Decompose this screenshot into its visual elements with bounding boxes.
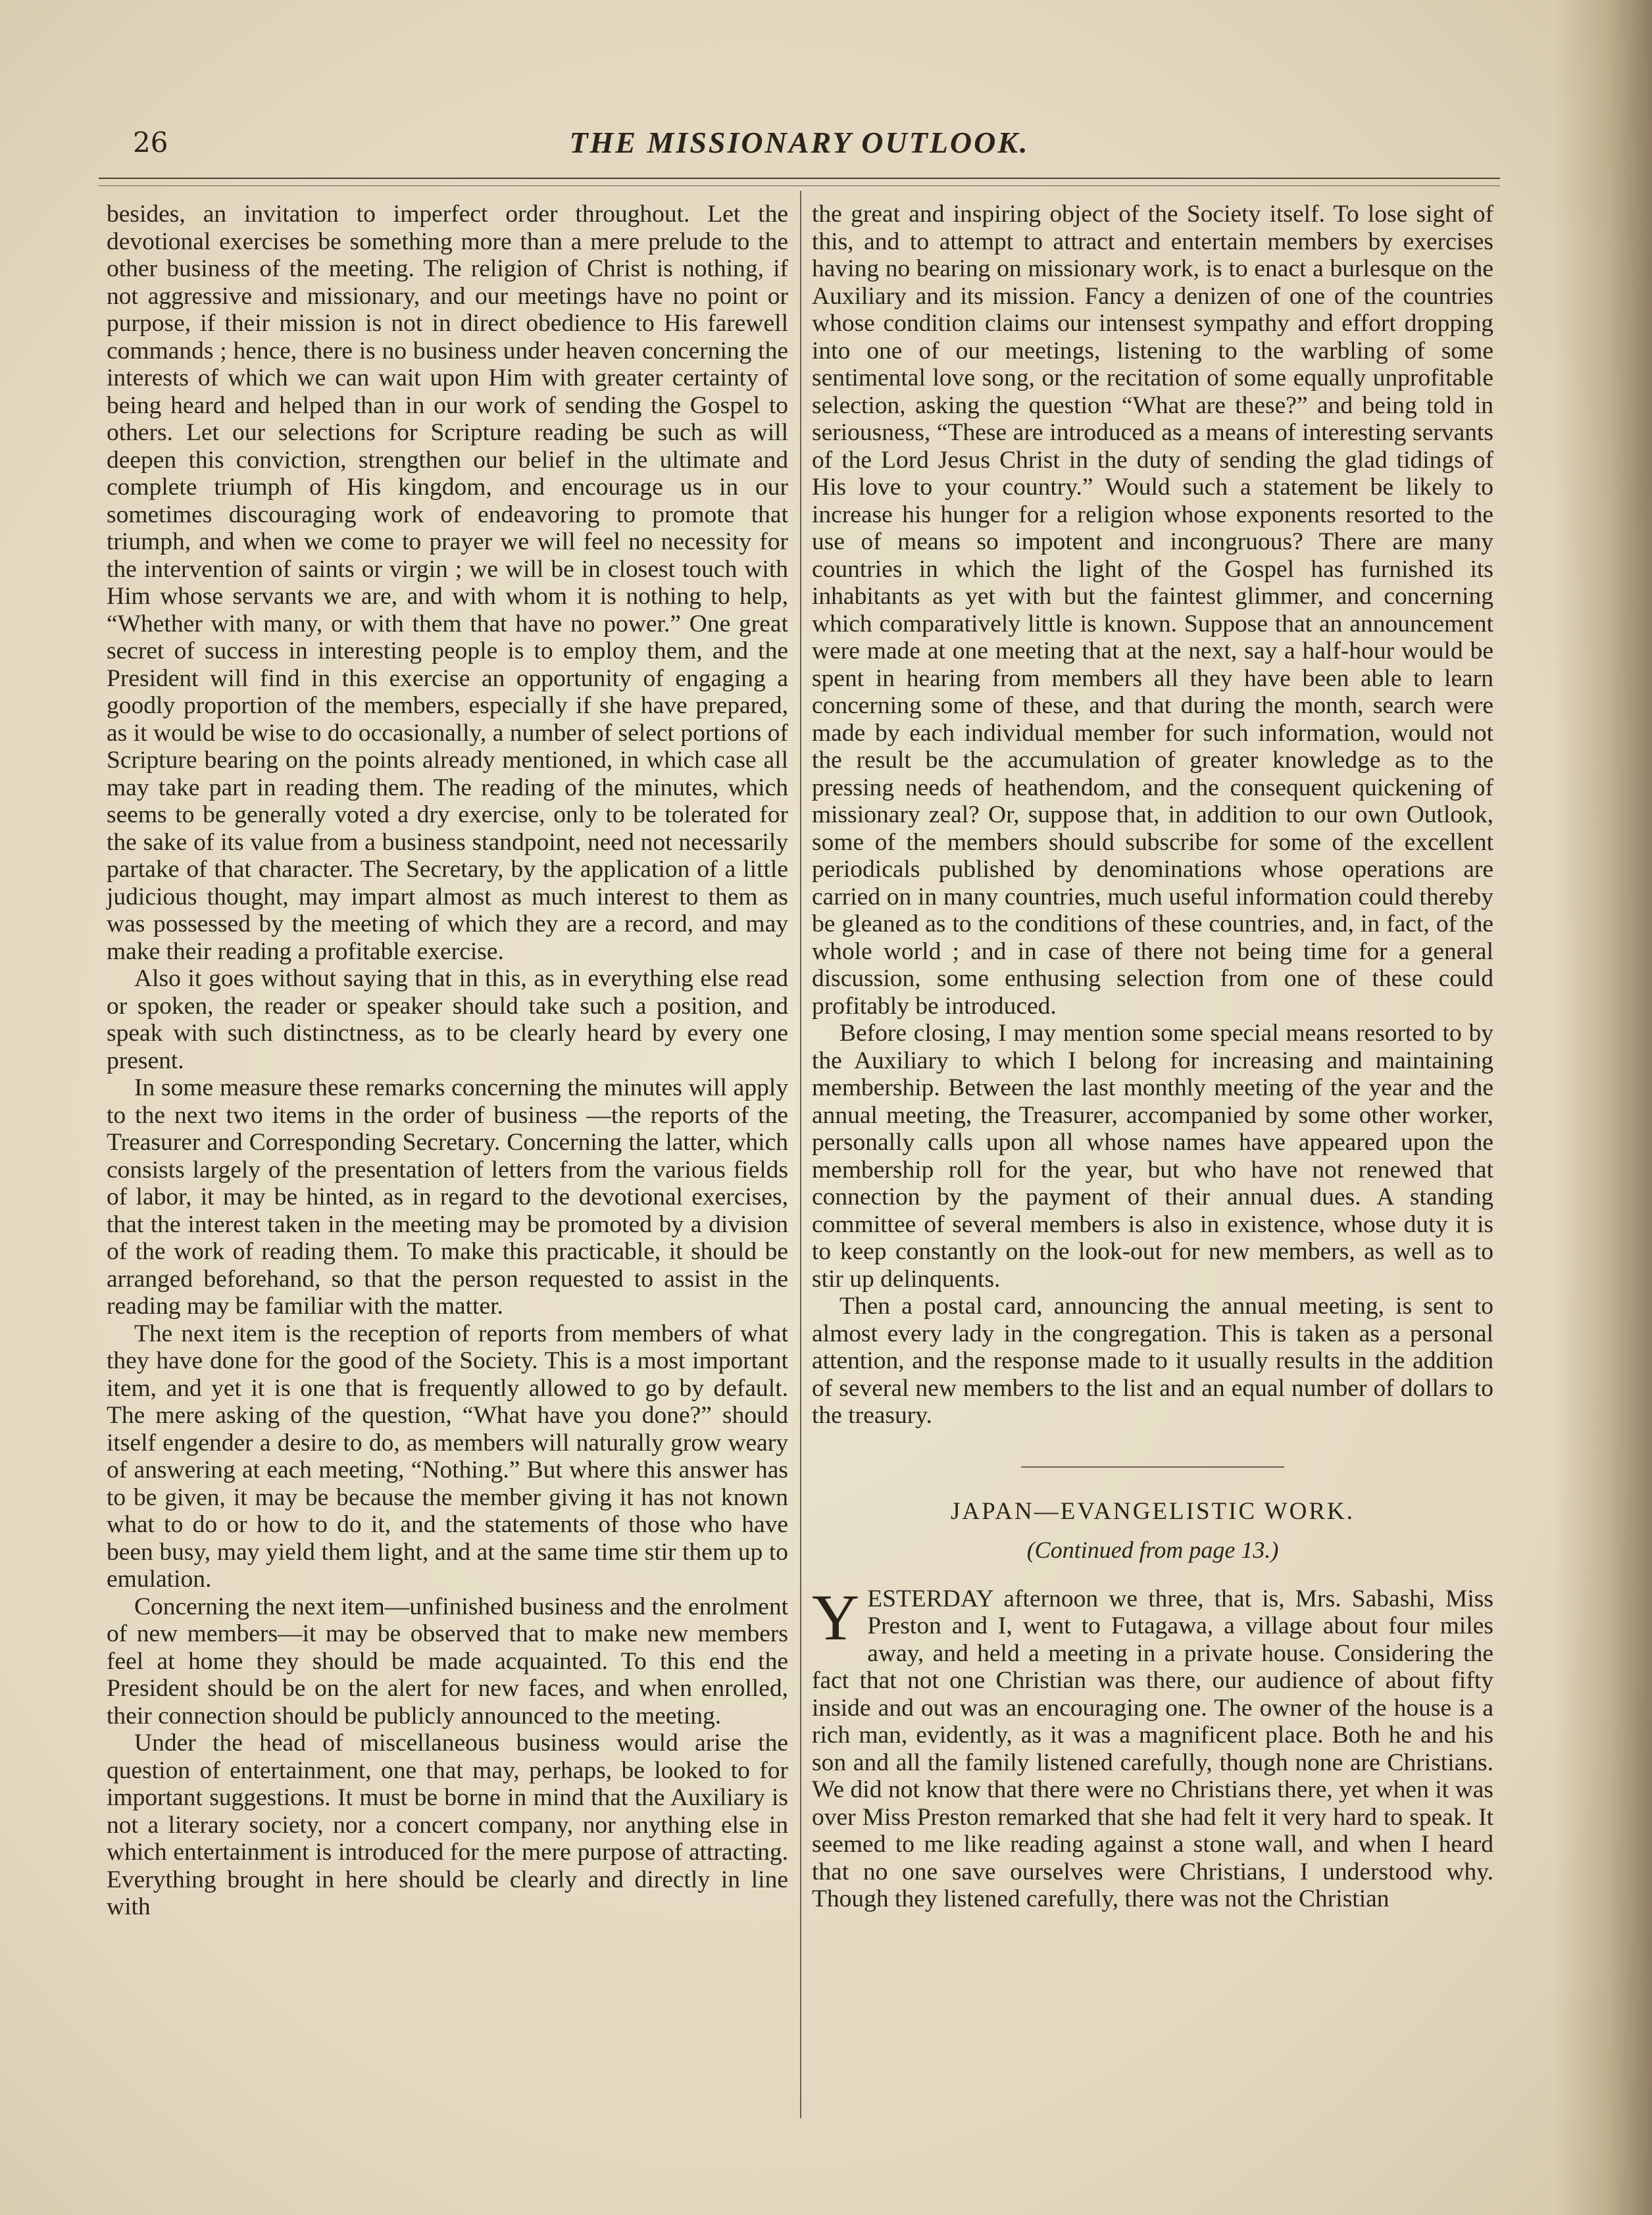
article-heading: JAPAN—EVANGELISTIC WORK. — [950, 1497, 1355, 1525]
paragraph: Then a postal card, announcing the annual meeting, is sent to almost every lady in the congregation. This is taken as a personal attention, and the response made to it usually results in the addition of several new members to the list and an equal number of dollars to the treasury. — [812, 1293, 1493, 1429]
article-body — [812, 1580, 1493, 1913]
paragraph: Also it goes without saying that in this, as in everything else read or spoken, the reader or speaker should take such a position, and speak with such distinctness, as to be clearly heard by every one present. — [107, 965, 788, 1074]
left-column — [107, 201, 788, 1921]
article-body-text: ESTERDAY afternoon we three, that is, Mrs. Sabashi, Miss Preston and I, went to Futagawa, a village about four miles away, and held a meeting in a private house. Considering the fact that not one Christian was there, our audience of about fifty inside and out was an encouraging one. The owner of the house is a rich man, evidently, as it was a magnificent place. Both he and his son and all the family listened carefully, though none are Christians. We did not know that there were no Christians there, yet when it was over Miss Preston remarked that she had felt it very hard to speak. It seemed to me like reading against a stone wall, and when I heard that no one save ourselves were Christians, I understood why. Though they listened carefully, there was not the Christian — [812, 1585, 1493, 1912]
paragraph: In some measure these remarks concerning the minutes will apply to the next two items in the order of business —the reports of the Treasurer and Corresponding Secretary. Concerning the latter, which consists largely of the presentation of letters from the various fields of labor, it may be hinted, as in regard to the devotional exercises, that the interest taken in the meeting may be promoted by a division of the work of reading them. To make this practicable, it should be arranged beforehand, so that the person requested to assist in the reading may be familiar with the matter. — [107, 1074, 788, 1320]
page-number: 26 — [133, 126, 168, 159]
right-column — [812, 201, 1493, 1913]
paragraph: besides, an invitation to imperfect order throughout. Let the devotional exercises be something more than a mere prelude to the other business of the meeting. The religion of Christ is nothing, if not aggressive and missionary, and our meetings have no point or purpose, if their mission is not in direct obedience to His farewell commands ; hence, there is no business under heaven concerning the interests of which we can wait upon Him with greater certainty of being heard and helped than in our work of sending the Gospel to others. Let our selections for Scripture reading be such as will deepen this conviction, strengthen our belief in the ultimate and complete triumph of His kingdom, and encourage us in our sometimes discouraging work of endeavoring to promote that triumph, and when we come to prayer we will feel no necessity for the intervention of saints or virgin ; we will be in closest touch with Him whose servants we are, and with whom it is nothing to help, “Whether with many, or with them that have no power.” One great secret of success in interesting people is to employ them, and the President will find in this exercise an opportunity of engaging a goodly proportion of the members, especially if she have prepared, as it would be wise to do occasionally, a number of select portions of Scripture bearing on the points already mentioned, in which case all may take part in reading them. The reading of the minutes, which seems to be generally voted a dry exercise, only to be tolerated for the sake of its value from a business standpoint, need not necessarily partake of that character. The Secretary, by the application of a little judicious thought, may impart almost as much interest to them as was possessed by the meeting of which they are a record, and may make their reading a profitable exercise. — [107, 201, 788, 965]
header-rule — [99, 178, 1500, 179]
drop-cap: Y — [812, 1580, 860, 1654]
paragraph: Under the head of miscellaneous business would arise the question of entertainment, one that may, perhaps, be looked to for important suggestions. It must be borne in mind that the Auxiliary is not a literary society, nor a concert company, nor anything else in which entertainment is introduced for the mere purpose of attracting. Everything brought in here should be clearly and directly in line with — [107, 1730, 788, 1920]
section-divider — [1021, 1466, 1284, 1468]
page-header — [99, 118, 1500, 171]
paragraph: Concerning the next item—unfinished business and the enrolment of new members—it may be observed that to make new members feel at home they should be made acquainted. To this end the President should be on the alert for new faces, and when enrolled, their connection should be publicly announced to the meeting. — [107, 1593, 788, 1730]
paragraph: Before closing, I may mention some special means resorted to by the Auxiliary to which I belong for increasing and maintaining membership. Between the last monthly meeting of the year and the annual meeting, the Treasurer, accompanied by some other worker, personally calls upon all whose names have appeared upon the membership roll for the year, but who have not renewed that connection by the payment of their annual dues. A standing committee of several members is also in existence, whose duty it is to keep constantly on the look-out for new members, as well as to stir up delinquents. — [812, 1020, 1493, 1293]
paragraph: The next item is the reception of reports from members of what they have done for the good of the Society. This is a most important item, and yet it is one that is frequently allowed to go by default. The mere asking of the question, “What have you done?” should itself engender a desire to do, as members will naturally grow weary of answering at each meeting, “Nothing.” But where this answer has to be given, it may be because the member giving it has not known what to do or how to do it, and the statements of those who have been busy, may yield them light, and at the same time stir them up to emulation. — [107, 1320, 788, 1593]
running-title: THE MISSIONARY OUTLOOK. — [569, 126, 1030, 159]
column-divider — [800, 191, 801, 2118]
paragraph: the great and inspiring object of the Society itself. To lose sight of this, and to attempt to attract and entertain members by exercises having no bearing on missionary work, is to enact a burlesque on the Auxiliary and its mission. Fancy a denizen of one of the countries whose condition claims our intensest sympathy and effort dropping into one of our meetings, listening to the warbling of some sentimental love song, or the recitation of some equally unprofitable selection, asking the question “What are these?” and being told in seriousness, “These are introduced as a means of interesting servants of the Lord Jesus Christ in the duty of sending the glad tidings of His love to your country.” Would such a statement be likely to increase his hunger for a religion whose exponents resorted to the use of means so impotent and incongruous? There are many countries in which the light of the Gospel has furnished its inhabitants as yet with but the faintest glimmer, and concerning which comparatively little is known. Suppose that an announcement were made at one meeting that at the next, say a half-hour would be spent in hearing from members all they have been able to learn concerning some of these, and that during the month, search were made by each individual member for such information, would not the result be the accumulation of greater knowledge as to the pressing needs of heathendom, and the consequent quickening of missionary zeal? Or, suppose that, in addition to our own Outlook, some of the members should subscribe for some of the excellent periodicals published by denominations whose operations are carried on in many countries, much useful information could thereby be gleaned as to the conditions of these countries, and, in fact, of the whole world ; and in case of there not being time for a general discussion, some enthusing selection from one of these could profitably be introduced. — [812, 201, 1493, 1020]
article-continued-note: (Continued from page 13.) — [1026, 1537, 1279, 1563]
page-edge-shadow — [1553, 0, 1652, 2215]
